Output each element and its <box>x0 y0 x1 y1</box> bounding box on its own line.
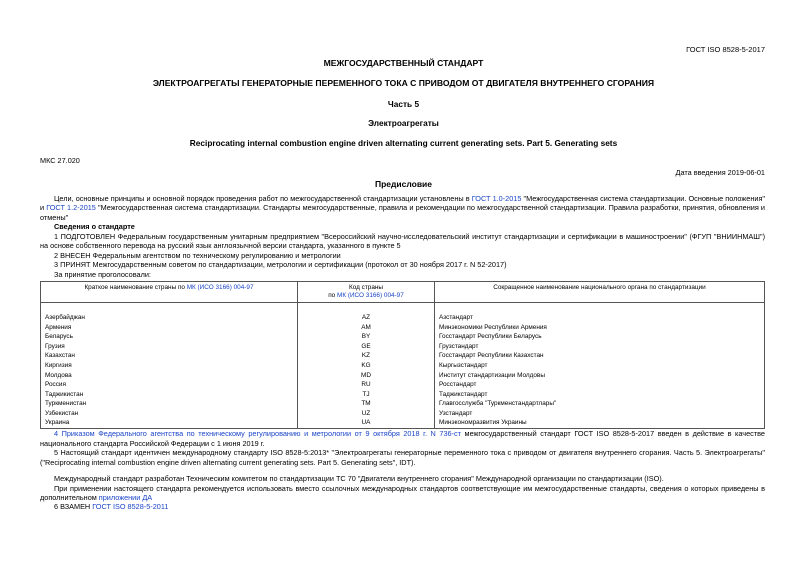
subtitle: Электроагрегаты <box>368 118 439 128</box>
table-row: Россия RU Росстандарт <box>41 380 765 390</box>
mk-iso-link-2[interactable]: МК (ИСО 3166) 004-97 <box>337 292 404 300</box>
table-header-row <box>41 282 765 303</box>
header-country: Краткое наименование страны по МК (ИСО 3166) 004-97 <box>41 282 298 303</box>
table-row: Казахстан KZ Госстандарт Республики Казахстан <box>41 351 765 361</box>
preface-paragraph-1: Цели, основные принципы и основной порядок проведения работ по межгосударственной стандартизации установлены в ГОСТ 1.0-2015 "Межгосударственная система стандартизации. Основные положения" и ГОСТ 1.2-2015 "Межгосударственная система стандартизации. Стандарты межгосударственные, правила и рекомендации по межгосударственной стандартизации. Правила разработки, принятия, обновления и отмены" <box>40 194 765 222</box>
appendix-da-link[interactable]: приложении ДА <box>98 492 153 502</box>
item-5: 5 Настоящий стандарт идентичен международному стандарту ISO 8528-5:2013* "Электроагрегаты генераторные переменного тока с приводом от двигателя внутреннего сгорания. Часть 5. Электроагрегаты" ("Reciprocating internal combustion engine driven alternating current generating sets. Part 5. Generating sets", IDT). <box>40 448 765 467</box>
voted-label: За принятие проголосовали: <box>54 269 151 279</box>
doc-code: ГОСТ ISO 8528-5-2017 <box>686 45 765 54</box>
item-6: 6 ВЗАМЕН ГОСТ ISO 8528-5-2011 <box>54 502 169 512</box>
table-row: Армения AM Минэкономики Республики Армения <box>41 323 765 333</box>
item-1: 1 ПОДГОТОВЛЕН Федеральным государственным унитарным предприятием "Всероссийский научно-исследовательский институт стандартизации и сертификации в машиностроении" (ФГУП "ВНИИНМАШ") на основе собственного перевода на русский язык англоязычной версии стандарта, указанного в пункте 5 <box>40 231 765 251</box>
item-4: 4 Приказом Федерального агентства по техническому регулированию и метрологии от 9 октября 2018 г. N 736-ст межгосударственный стандарт ГОСТ ISO 8528-5-2017 введен в действие в качестве национального стандарта Российской Федерации с 1 июня 2019 г. <box>40 429 765 448</box>
item-2: 2 ВНЕСЕН Федеральным агентством по техническому регулированию и метрологии <box>54 250 341 260</box>
table-row: Молдова MD Институт стандартизации Молдовы <box>41 371 765 381</box>
table-row: Туркменистан TM Главгосслужба "Туркменстандартлары" <box>41 399 765 409</box>
gost-1-0-link[interactable]: ГОСТ 1.0-2015 <box>471 194 522 203</box>
table-row: Киргизия KG Кыргызстандарт <box>41 361 765 371</box>
application-note: При применении настоящего стандарта рекомендуется использовать вместо ссылочных международных стандартов соответствующие им межгосударственные стандарты, сведения о которых приведены в дополнительном приложении ДА <box>40 483 765 502</box>
gost-2011-link[interactable]: ГОСТ ISO 8528-5-2011 <box>92 502 169 512</box>
header-code: Код страны по МК (ИСО 3166) 004-97 <box>298 282 435 303</box>
preface-body <box>40 194 765 512</box>
gost-1-2-link[interactable]: ГОСТ 1.2-2015 <box>46 203 96 213</box>
table-row: Беларусь BY Госстандарт Республики Беларусь <box>41 332 765 342</box>
preface-heading: Предисловие <box>374 179 433 189</box>
table-row: Украина UA Минэкономразвития Украины <box>41 418 765 428</box>
table-row: Таджикистан TJ Таджикстандарт <box>41 390 765 400</box>
table-row: Узбекистан UZ Узстандарт <box>41 409 765 419</box>
mks-code: МКС 27.020 <box>40 156 80 165</box>
table-row: Азербайджан AZ Азстандарт <box>41 313 765 323</box>
standard-type: МЕЖГОСУДАРСТВЕННЫЙ СТАНДАРТ <box>323 58 484 68</box>
intl-note: Международный стандарт разработан Техническим комитетом по стандартизации ТС 70 "Двигатели внутреннего сгорания" Международной организации по стандартизации (ISO). <box>54 474 664 484</box>
voting-table <box>40 281 765 429</box>
title-en: Reciprocating internal combustion engine driven alternating current generating sets. Part 5. Generating sets <box>189 138 618 148</box>
part-label: Часть 5 <box>387 99 420 109</box>
intro-date: Дата введения 2019-06-01 <box>675 168 765 177</box>
item-3: 3 ПРИНЯТ Межгосударственным советом по стандартизации, метрологии и сертификации (протокол от 30 ноября 2017 г. N 52-2017) <box>54 260 507 270</box>
order-736-link[interactable]: 4 Приказом Федерального агентства по техническому регулированию и метрологии от 9 октября 2018 г. N 736-ст <box>54 429 461 439</box>
table-row: Грузия GE Грузстандарт <box>41 342 765 352</box>
header-body: Сокращенное наименование национального органа по стандартизации <box>435 282 765 303</box>
table-spacer-row <box>41 303 765 313</box>
info-heading: Сведения о стандарте <box>54 222 135 232</box>
mk-iso-link-1[interactable]: МК (ИСО 3166) 004-97 <box>186 284 254 292</box>
standard-title: ЭЛЕКТРОАГРЕГАТЫ ГЕНЕРАТОРНЫЕ ПЕРЕМЕННОГО ТОКА С ПРИВОДОМ ОТ ДВИГАТЕЛЯ ВНУТРЕННЕГО СГОРАНИЯ <box>152 78 655 88</box>
